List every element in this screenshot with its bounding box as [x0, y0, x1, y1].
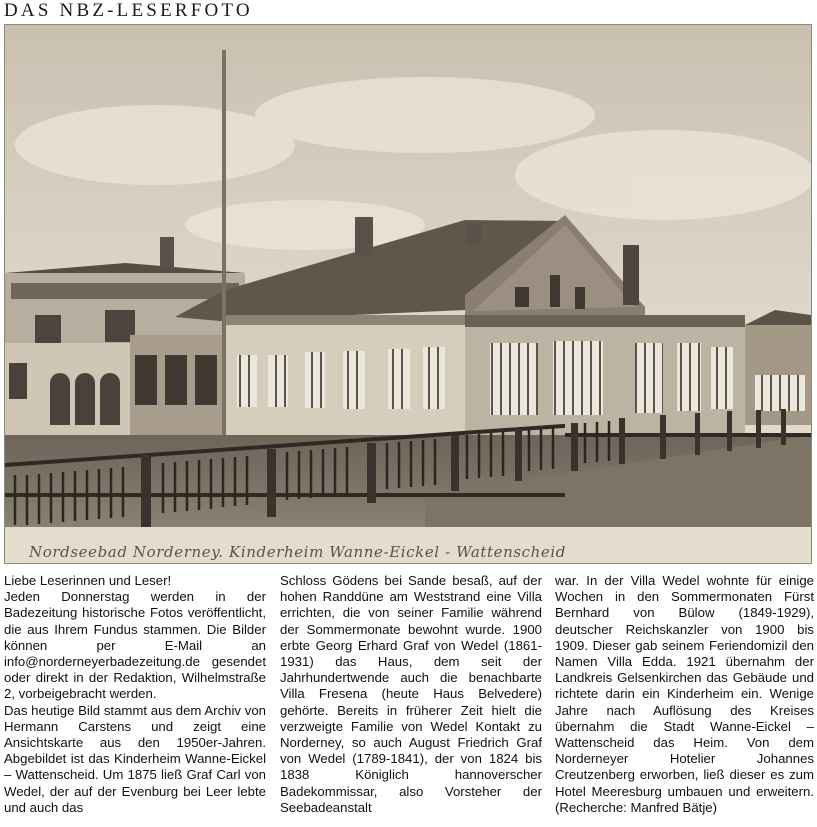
article-greeting: Liebe Leserinnen und Leser!	[4, 573, 172, 588]
flagpole	[222, 50, 226, 460]
article-column-1	[4, 573, 266, 816]
article-paragraph: Schloss Gödens bei Sande besaß, auf der hohen Randdüne am Weststrand eine Villa errichten, die von seiner Familie während der Sommermonate bewohnt wurde. 1900 erbte Georg Erhard Graf von Wedel (1861-1931) das Haus, dem seit der Jahrhundertwende auch die benachbarte Villa Fresena (heute Haus Belvedere) gehörte. Bereits in früherer Zeit hielt die verzweigte Familie von Wedel Kontakt zu Norderney, so auch August Friedrich Graf von Wedel (1789-1841), der von 1824 bis 1838 Königlich hannoverscher Badekommissar, also Vorsteher der Seebadeanstalt	[280, 573, 542, 815]
article-paragraph: war. In der Villa Wedel wohnte für einige Wochen in den Sommermonaten Fürst Bernhard von Bülow (1849-1929), deutscher Reichskanzler von 1900 bis 1909. Dieser gab seinem Feriendomizil den Namen Villa Edda. 1921 übernahm der Landkreis Gelsenkirchen das Gebäude und richtete darin ein Kinderheim ein. Wenige Jahre nach Auflösung des Kreises übernahm die Stadt Wanne-Eickel – Wattenscheid das Heim. Von dem Norderneyer Hotelier Johannes Creutzenberg erworben, ließ dieser es zum Hotel Meeresburg umbauen und erweitern. (Recherche: Manfred Bätje)	[555, 573, 814, 815]
article-body	[4, 573, 814, 827]
article-paragraph: Das heutige Bild stammt aus dem Archiv von Hermann Carstens und zeigt eine Ansichtskarte aus den 1950er-Jahren. Abgebildet ist das Kinderheim Wanne-Eickel – Wattenscheid. Um 1875 ließ Graf Carl von Wedel, der auf der Evenburg bei Leer lebte und auch das	[4, 702, 266, 815]
historic-postcard-photo	[4, 24, 812, 564]
postcard-image	[5, 25, 811, 563]
section-header: DAS NBZ-LESERFOTO	[4, 0, 253, 21]
postcard-caption: Nordseebad Norderney. Kinderheim Wanne-Eickel - Wattenscheid	[29, 543, 566, 561]
article-paragraph: Jeden Donnerstag werden in der Badezeitung historische Fotos veröffentlicht, die aus Ihrem Fundus stammen. Die Bilder können per E-Mail an info@norderneyerbadezeitung.de gesendet oder direkt in der Redaktion, Wilhelmstraße 2, vorbeigebracht werden.	[4, 589, 266, 702]
article-column-2	[280, 573, 542, 816]
article-column-3	[555, 573, 814, 816]
